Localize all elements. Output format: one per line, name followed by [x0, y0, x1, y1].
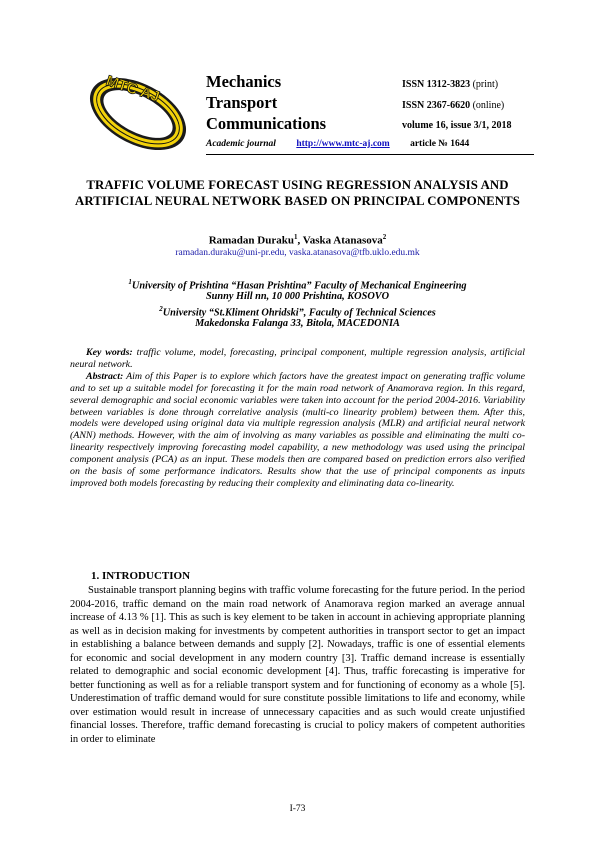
logo-text: MTC AJ [103, 72, 162, 106]
affiliation-1-line-1: $^1$University of Prishtina “Hasan Prishtina” Faculty of Mechanical Engineering [128, 278, 467, 292]
author-2: Vaska Atanasova [302, 234, 383, 247]
journal-title-line-2: Transport [206, 93, 278, 112]
journal-meta [206, 139, 469, 149]
abstract: Abstract: Aim of this Paper is to explore which factors have the greatest impact on generating traffic volume and to set up a suitable model for forecasting it for the main road network of Anamorava region. In this regard, several demographic and social economic variables were taken into account for the period 2004-2016. Variability between variables is done through correlative analysis (multi-co linearity problem) between them. After this, models were developed using original data via multiple regression analysis (MLR) and artificial neural network (ANN) methods. However, with the aim of involving as many variables as possible and eliminating the multi co-linearity respectively improving forecasting model capability, a new methodology was used using the principal component analysis (PCA) as an input. These models then are compared based on prediction errors also verified on the basis of some performance indicators. Results show that the use of principal components as inputs improved both models forecasting by reducing their complexity and eliminating data co-linearity. [70, 370, 525, 489]
author-emails: ramadan.duraku@uni-pr.edu, vaska.atanasova@tfb.uklo.edu.mk [175, 248, 420, 258]
affiliation-1-line-2: Sunny Hill nn, 10 000 Prishtina, KOSOVO [205, 291, 390, 302]
header-divider [206, 154, 534, 155]
journal-type: Academic journal [206, 139, 276, 149]
affiliation-2-line-2: Makedonska Falanga 33, Bitola, MACEDONIA [195, 318, 400, 329]
journal-title-line-1: Mechanics [206, 72, 282, 91]
author-1: Ramadan Duraku [208, 234, 294, 247]
affiliation-2-line-1: $^2$University “St.Kliment Ohridski”, Faculty of Technical Sciences [159, 305, 436, 319]
journal-title-line-3: Communications [206, 114, 327, 133]
journal-logo [80, 66, 198, 158]
issn-online: ISSN 2367-6620 (online) [402, 100, 505, 111]
article-number: article № 1644 [410, 139, 470, 149]
abstract-block [70, 347, 525, 490]
issn-print: ISSN 1312-3823 (print) [402, 79, 499, 90]
section-heading-introduction: 1. INTRODUCTION [91, 570, 191, 582]
keywords: Key words: traffic volume, model, forecasting, principal component, multiple regression analysis, artificial neural network. [70, 347, 525, 370]
page-number: I-73 [289, 804, 306, 814]
authors: Ramadan Duraku$^1$, Vaska Atanasova$^2$ [208, 233, 387, 247]
volume-issue: volume 16, issue 3/1, 2018 [402, 120, 512, 131]
paper-title: TRAFFIC VOLUME FORECAST USING REGRESSION ANALYSIS AND ARTIFICIAL NEURAL NETWORK BASED ON PRINCIPAL COMPONENTS [75, 178, 520, 208]
journal-url-link[interactable]: http://www.mtc-aj.com [296, 139, 390, 149]
introduction-text: Sustainable transport planning begins with traffic volume forecasting for the future period. In the period 2004-2016, traffic demand on the main road network of Anamorava region marked an average annual increase of 4.13 % [1]. This as such is key element to be taken in account in achieving appropriate planning as well as in decision making for investments by competent authorities in transport sector to get an impact in establishing a balance between demands and supply [2]. Nowadays, traffic is one of essential elements for economic and social development in any modern country [3]. Traffic demand increase is essentially related to demographic and social economic development [4]. Thus, traffic forecasting is imperative for better functioning as well as for a reliable transport system and for functioning of economy as a whole [5]. Underestimation of traffic demand would for sure constitute possible limitations to life and economy, while over estimation would result in increase of unnecessary capacities and as such would create unjustified financial losses. Therefore, traffic demand forecasting is crucial to policy makers of competent authorities in order to eliminate [70, 585, 525, 745]
